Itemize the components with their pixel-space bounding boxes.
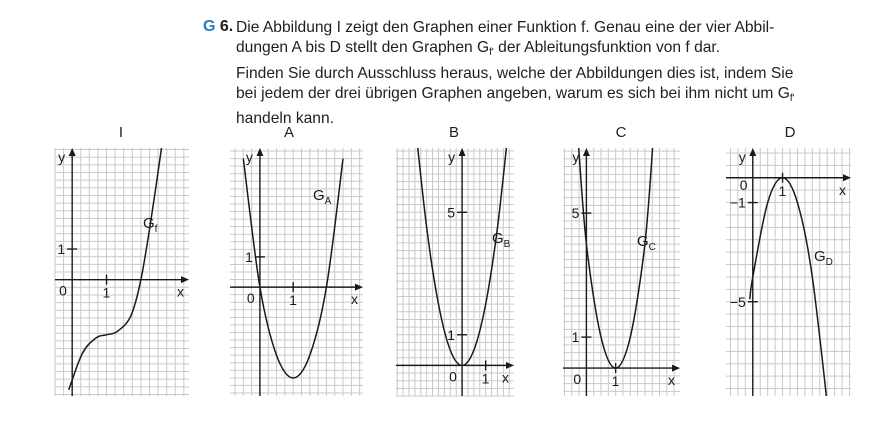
x-axis-label: x: [839, 181, 846, 198]
x-axis-label: x: [502, 369, 509, 386]
graph-label: $G_B$: [492, 230, 511, 250]
graph-C: [563, 148, 680, 396]
task-line-2: dungen A bis D stellt den Graphen $G_{f'}$ der Ableitungsfunktion von f dar.: [236, 39, 721, 59]
x-tick-label: 1: [611, 373, 620, 390]
y-axis-label: y: [448, 149, 456, 165]
y-axis-arrow: [749, 148, 756, 156]
graph-label-sub: A: [324, 196, 332, 207]
task-line-4: bei jedem der drei übrigen Graphen angeben, warum es sich bei ihm nicht um $G_{f'}$: [236, 84, 795, 104]
graph-label: $G_f$: [143, 215, 158, 235]
x-tick-label: 1: [289, 292, 297, 309]
x-axis-arrow: [355, 284, 363, 291]
caption-A: A: [283, 124, 294, 141]
graph-B: [396, 148, 514, 396]
y-tick-label: 1: [571, 329, 580, 346]
x-axis-label: x: [668, 372, 675, 389]
grid: [55, 148, 189, 396]
y-axis-label: y: [572, 149, 580, 165]
y-tick-label: 1: [447, 326, 456, 343]
x-tick-label: 1: [481, 370, 490, 387]
y-axis-label: y: [245, 149, 253, 165]
y-tick-label: −5: [729, 293, 746, 310]
graph-D: [726, 148, 851, 396]
y-axis-arrow: [459, 148, 466, 156]
y-tick-label: −1: [729, 194, 746, 211]
graph-label-sub: f: [154, 224, 158, 235]
y-tick-label: 1: [245, 248, 253, 265]
graph-label: $G_C$: [637, 233, 656, 253]
grid: [563, 148, 680, 396]
task-line-5: handeln kann.: [236, 110, 334, 128]
grid: [230, 148, 363, 396]
y-tick-label: 1: [57, 241, 66, 258]
caption-C: C: [615, 124, 627, 141]
y-axis-label: y: [58, 149, 66, 165]
origin-label: 0: [739, 176, 748, 193]
task-line-1: Die Abbildung I zeigt den Graphen einer Funktion f. Genau eine der vier Abbil-: [236, 19, 775, 36]
graph-label-sub: D: [825, 257, 833, 268]
task-number: [203, 18, 233, 36]
y-tick-label: 5: [447, 204, 456, 221]
y-axis-label: y: [738, 149, 746, 165]
y-tick-label: 5: [571, 205, 580, 222]
task-text: [236, 18, 846, 129]
graph-label-sub: C: [648, 242, 656, 253]
y-axis-arrow: [256, 148, 263, 156]
origin-label: 0: [573, 371, 582, 388]
task-line-3: Finden Sie durch Ausschluss heraus, welche der Abbildungen dies ist, indem Sie: [236, 64, 794, 82]
graph-label: $G_D$: [814, 248, 833, 268]
x-axis-arrow: [181, 276, 189, 283]
graph-label-sub: B: [503, 239, 511, 250]
graph-label: $G_A$: [313, 187, 332, 207]
origin-label: 0: [449, 368, 457, 385]
x-axis-arrow: [672, 365, 680, 372]
graph-A: [230, 148, 363, 396]
x-tick-label: 1: [778, 182, 787, 199]
x-axis-label: x: [351, 291, 358, 308]
caption-I: I: [118, 124, 124, 141]
caption-D: D: [784, 124, 796, 141]
y-axis-arrow: [583, 148, 590, 156]
origin-label: 0: [59, 282, 67, 299]
x-axis-label: x: [177, 283, 184, 300]
task-letter: G: [203, 18, 216, 35]
x-axis-arrow: [506, 362, 514, 369]
caption-B: B: [448, 124, 459, 141]
x-tick-label: 1: [102, 284, 111, 301]
task-num: 6.: [219, 18, 234, 35]
graph-I: [55, 148, 189, 396]
origin-label: 0: [246, 290, 255, 307]
